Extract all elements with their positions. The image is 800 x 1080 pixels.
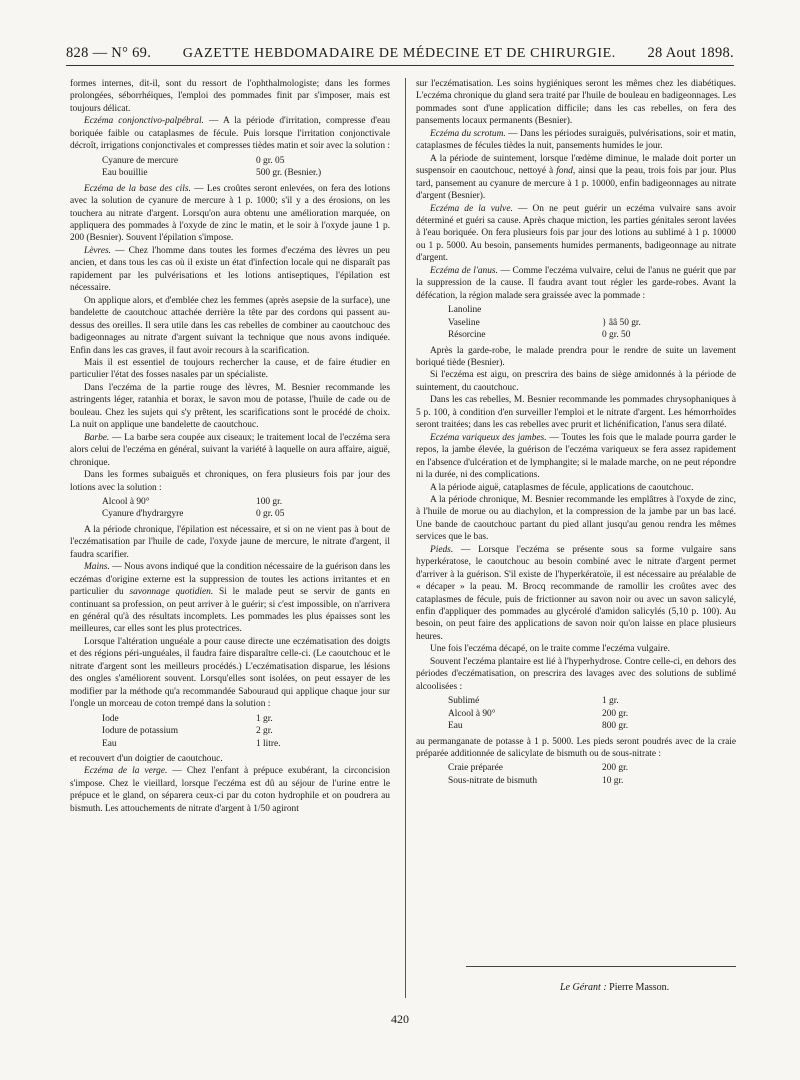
paragraph: au permanganate de potasse à 1 p. 5000. Les pieds seront poudrés avec de la craie préparée additionnée de salicylate de bismuth ou de sous-nitrate : (416, 736, 736, 760)
quantity: 1 gr. (256, 713, 273, 724)
quantity: 0 gr. 05 (256, 155, 285, 166)
paragraph: A la période aiguë, cataplasmes de fécule, applications de caoutchouc. (430, 482, 694, 493)
emphasis: fond, (556, 166, 576, 177)
section-heading: Barbe. (84, 432, 110, 443)
quantity: 1 litre. (256, 738, 281, 749)
paragraph-text: — Chez l'homme dans toutes les formes d'eczéma des lèvres un peu ancien, et dans tous les cas où il existe un état d'infection locale qui ne disparaît pas rapidement par les pulvérisations et les lotions antiseptiques, l'épilation est nécessaire. (70, 245, 390, 294)
prescription-line (102, 508, 342, 520)
prescription-line (448, 329, 688, 341)
paragraph (416, 544, 736, 644)
paragraph-text: — A la période d'irritation, compresse d'eau boriquée faible ou cataplasmes de fécule. Puis lorsque l'irritation conjonctivale décroît, irrigations conjonctivales et compresses tièdes matin et soir avec la solution : (70, 116, 391, 152)
paragraph-text: — La barbe sera coupée aux ciseaux; le traitement local de l'eczéma sera alors celui de l'eczéma en général, suivant la variété à laquelle on aura affaire, aiguë, chronique. (70, 432, 390, 468)
paragraph-text: Si le malade peut se servir de gants en continuant sa profession, on peut arriver à le guérir; si c'est impossible, on n'arrivera en général qu'à des résultats incomplets. Les pommades les plus épaisses sont les meilleures, car elles sont les plus protectrices. (70, 587, 390, 635)
prescription-line (448, 720, 688, 732)
paragraph (70, 245, 390, 295)
paragraph-text: — Chez l'enfant à prépuce exubérant, la circoncision s'impose. Chez le vieillard, lorsque l'eczéma est dû au séjour de l'urine entre le prépuce et le gland, on séparera ceux-ci par du coton hydrophile et on poudrera au bismuth. Les attouchements de nitrate d'argent à 1/50 agiront (70, 766, 390, 814)
paragraph: Mais il est essentiel de toujours rechercher la cause, et de faire étudier en particulier l'état des fosses nasales par un spécialiste. (70, 357, 390, 381)
paragraph (70, 561, 390, 636)
prescription (448, 304, 688, 341)
paragraph (70, 765, 390, 815)
paragraph (70, 115, 390, 152)
ingredient: Sous-nitrate de bismuth (448, 775, 538, 786)
ingredient: Vaseline (448, 317, 480, 328)
prescription-line (102, 738, 342, 750)
quantity: 800 gr. (602, 721, 629, 732)
managing-editor-line (560, 982, 669, 993)
prescription-line (448, 762, 688, 774)
column-divider (405, 78, 406, 998)
paragraph-text: ainsi que la peau, trois fois par jour. Plus tard, pansement au cyanure de mercure à 1 p. 10000, enfin badigeonnages au nitrate d'argent (Besnier). (416, 166, 736, 202)
section-heading: Eczéma de l'anus. (430, 265, 498, 276)
paragraph: On applique alors, et d'emblée chez les femmes (après asepsie de la surface), une bandelette de caoutchouc attachée derrière la tête par des cordons qui passent au-dessus des oreilles. Il sera utile dans les cas rebelles de combiner au caoutchouc des badigeonnages au nitrate d'argent suivant la technique que nous avons indiquée. Enfin dans les cas graves, il faut avoir recours à la scarification. (70, 295, 390, 356)
quantity: 2 gr. (256, 726, 273, 737)
paragraph-text: — Dans les périodes suraiguës, pulvérisations, soir et matin, cataplasmes de fécules tièdes la nuit, pansements humides le jour. (416, 128, 737, 152)
quantity: 200 gr. (602, 763, 629, 774)
section-heading: Eczéma de la verge. (84, 766, 168, 777)
prescription (102, 713, 342, 750)
prescription-line (448, 304, 688, 316)
ingredient: Craie préparée (448, 763, 503, 774)
ingredient: Iodure de potassium (102, 726, 179, 737)
quantity: 1 gr. (602, 696, 619, 707)
ingredient: Lanoline (448, 305, 482, 316)
prescription (448, 762, 688, 787)
section-heading: Lèvres. (84, 245, 111, 256)
quantity: 10 gr. (602, 775, 624, 786)
gerant-label: Le Gérant : (560, 982, 607, 993)
ingredient: Cyanure d'hydrargyre (102, 509, 184, 520)
left-column (70, 78, 390, 815)
section-heading: Eczéma de la base des cils. (84, 183, 191, 194)
paragraph (416, 153, 736, 203)
paragraph: Dans les formes subaiguës et chroniques, on fera plusieurs fois par jour des lotions avec la solution : (70, 470, 390, 493)
quantity: 100 gr. (256, 496, 283, 507)
right-column (416, 78, 736, 790)
ingredient: Résorcine (448, 330, 486, 341)
issue-date: 28 Aout 1898. (647, 45, 734, 61)
prescription-line (102, 713, 342, 725)
paragraph-text: — Lorsque l'eczéma se présente sous sa forme vulgaire sans hyperkératose, le caoutchouc au besoin combiné avec le nitrate d'argent permet d'arriver à la guérison. S'il existe de l'hyperkératoïe, il est nécessaire au préalable de « décaper » la peau. M. Brocq recommande de ramollir les croûtes avec des cataplasmes de fécule, puis de frictionner au savon noir ou avec un savon salicylé, enfin d'appliquer des pommades au glycérolé d'amidon salicylés (5,10 p. 100). Au besoin, on peut faire des applications de savon noir qu'on laisse en place plusieurs heures. (416, 544, 736, 642)
section-heading: Pieds. (430, 544, 454, 555)
closing-rule (466, 966, 736, 967)
prescription-line (448, 775, 688, 787)
section-heading: Mains. (84, 562, 110, 573)
paragraph (70, 183, 390, 245)
paragraph: Après la garde-robe, le malade prendra pour le rendre de suite un lavement boriqué tiède (Besnier). (416, 345, 736, 368)
prescription (102, 496, 342, 521)
paragraph: Une fois l'eczéma décapé, on le traite comme l'eczéma vulgaire. (430, 644, 670, 655)
paragraph: Lorsque l'altération unguéale a pour cause directe une eczématisation des doigts et des régions péri-unguéales, il faudra faire disparaître celle-ci. (Le caoutchouc et le nitrate d'argent sont les meilleurs procédés.) L'eczématisation disparue, les lésions des ongles s'améliorent souvent. Lorsqu'elles sont isolées, on peut essayer de les modifier par la méthode qu'a recommandée Sabouraud qui applique chaque jour sur l'ongle un morceau de coton trempé dans la solution : (70, 636, 390, 710)
prescription (102, 155, 342, 180)
quantity: 200 gr. (602, 708, 629, 719)
paragraph-text: A la période de suintement, lorsque l'œdème diminue, le malade doit porter un suspensoir en caoutchouc, nettoyé à (416, 153, 736, 177)
paragraph-text: — Nous avons indiqué que la condition nécessaire de la guérison dans les eczémas d'origine externe est la suppression de toutes les actions irritantes et en particulier du (70, 562, 390, 598)
paragraph: A la période chronique, M. Besnier recommande les emplâtres à l'oxyde de zinc, à l'huile de morue ou au diachylon, et la compression de la jambe par un bas lacé. Une bande de caoutchouc partant du pied allant jusqu'au genou rendra les mêmes services que le bas. (416, 494, 736, 543)
ingredient: Eau (102, 738, 117, 749)
prescription-line (448, 317, 688, 329)
paragraph (70, 432, 390, 469)
ingredient: Eau (448, 721, 463, 732)
prescription-line (102, 167, 342, 179)
paragraph-text: — Comme l'eczéma vulvaire, celui de l'anus ne guérit que par la suppression de la cause. Il faudra avant tout régler les garde-robes. Avant la défécation, la région malade sera graissée avec la pommade : (416, 265, 736, 301)
paragraph (416, 432, 736, 482)
prescription (448, 695, 688, 732)
paragraph: formes internes, dit-il, sont du ressort de l'ophthalmologiste; dans les formes prolongées, séborrhéiques, l'emploi des pommades finit par s'imposer, mais est toujours délicat. (70, 79, 390, 114)
section-heading: Eczéma du scrotum. (430, 128, 506, 139)
paragraph: Dans les cas rebelles, M. Besnier recommande les pommades chrysophaniques à 5 p. 100, à condition d'en surveiller l'emploi et le nitrate d'argent. Les hémorrhoïdes seront traitées; dans les cas rebelles avec prurit et lichénification, l'anus sera dilaté. (416, 395, 736, 431)
ingredient: Cyanure de mercure (102, 155, 179, 166)
emphasis: savonnage quotidien. (129, 587, 214, 598)
prescription-line (448, 708, 688, 720)
section-heading: Eczéma conjonctivo-palpébral. (84, 116, 204, 127)
paragraph: et recouvert d'un doigtier de caoutchouc. (70, 754, 223, 765)
paragraph-text: — On ne peut guérir un eczéma vulvaire sans avoir déterminé et guéri sa cause. Après chaque miction, les parties génitales seront lavées à l'eau boriquée. On fera plusieurs fois par jour des lotions au sublimé à 1 p. 10000 ou 1 p. 5000. Au besoin, pansements humides permanents, badigeonnage au nitrate d'argent. (416, 203, 736, 264)
paragraph: Dans l'eczéma de la partie rouge des lèvres, M. Besnier recommande les astringents léger, ratanhia et borax, le savon mou de potasse, l'huile de cade ou de bouleau. Chez les sujets qui s'y prêtent, les scarifications sont le procédé de choix. La nuit on applique une bandelette de caoutchouc. (70, 382, 390, 431)
folio-number: 420 (391, 1012, 409, 1026)
gerant-name: Pierre Masson. (609, 982, 670, 993)
section-heading: Eczéma de la vulve. (430, 203, 513, 214)
paragraph (416, 128, 736, 153)
page-number: 828 — N° 69. (66, 45, 152, 61)
paragraph: A la période chronique, l'épilation est nécessaire, et si on ne vient pas à bout de l'eczématisation par l'huile de cade, l'oxyde jaune de mercure, le nitrate d'argent, il faudra scarifier. (70, 524, 390, 560)
quantity: 0 gr. 50 (602, 330, 631, 341)
paragraph: Si l'eczéma est aigu, on prescrira des bains de siège amidonnés à la période de suintement, du caoutchouc. (416, 370, 736, 393)
paragraph: Souvent l'eczéma plantaire est lié à l'hyperhydrose. Contre celle-ci, en dehors des périodes d'eczématisation, on prescrira des lavages avec des solutions de sublimé alcoolisées : (416, 656, 736, 692)
ingredient: Alcool à 90° (448, 708, 496, 719)
running-header (66, 40, 734, 66)
section-heading: Eczéma variqueux des jambes. (430, 432, 547, 443)
journal-title: GAZETTE HEBDOMADAIRE DE MÉDECINE ET DE CHIRURGIE. (182, 46, 616, 61)
prescription-line (448, 695, 688, 707)
paragraph-text: — Toutes les fois que le malade pourra garder le repos, la jambe élevée, la guérison de l'eczéma variqueux se fera assez rapidement en l'absence d'ulcération et de lymphangite; si le malade marche, on ne peut répondre ni la durée, ni des complications. (416, 432, 737, 481)
paragraph (416, 203, 736, 265)
ingredient: Alcool à 90° (102, 496, 150, 507)
paragraph: sur l'eczématisation. Les soins hygiéniques seront les mêmes chez les diabétiques. L'eczéma chronique du gland sera traité par l'huile de bouleau en badigeonnages. Les pommades sont d'une application difficile; dans les cas rebelles, on fera des pansements locaux permanents (Besnier). (416, 79, 736, 127)
quantity: 0 gr. 05 (256, 509, 285, 520)
prescription-line (102, 155, 342, 167)
ingredient: Iode (102, 713, 119, 724)
quantity: 500 gr. (Besnier.) (256, 168, 322, 179)
prescription-line (102, 496, 342, 508)
ingredient: Sublimé (448, 696, 480, 707)
paragraph-text: — Les croûtes seront enlevées, on fera des lotions avec la solution de cyanure de mercure à 1 p. 1000; s'il y a des érosions, on les touchera au nitrate d'argent. Lorsqu'on aura obtenu une amélioration marquée, on appliquera des pommades à l'oxyde de zinc le matin, et le soir à l'oxyde jaune 1 p. 200 (Besnier). Souvent l'épilation s'impose. (70, 183, 390, 244)
prescription-line (102, 725, 342, 737)
quantity: } ââ 50 gr. (602, 317, 641, 328)
ingredient: Eau bouillie (102, 168, 148, 179)
paragraph (416, 265, 736, 302)
quantity (598, 304, 602, 316)
